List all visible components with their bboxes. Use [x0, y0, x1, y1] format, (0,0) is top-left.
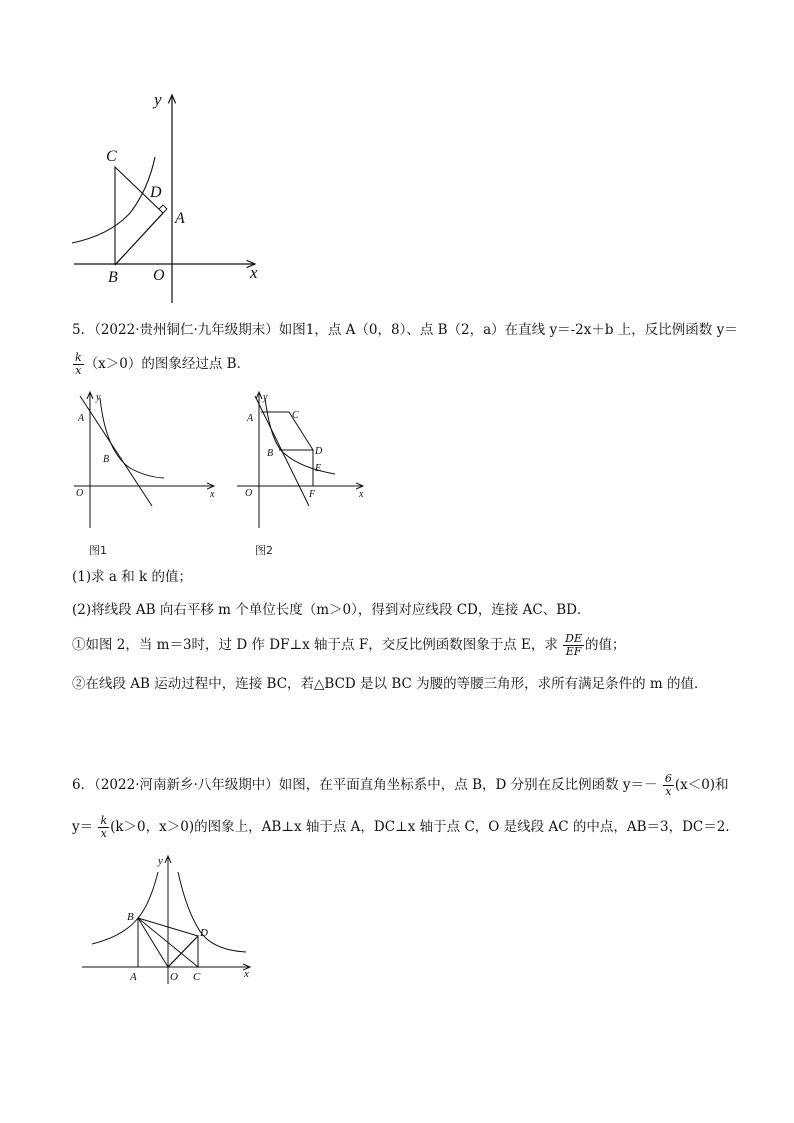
q6-label-a: A: [130, 971, 137, 983]
fig2-parallelogram-acdb: [261, 412, 313, 450]
q5-sub-1-frac-num: DE: [565, 632, 583, 645]
q6-left-hyperbola: [92, 872, 158, 944]
q5-fraction-de-over-ef: [563, 633, 584, 658]
q5-figure-1-svg: [70, 390, 220, 530]
q5-sub-1-text-pre: 如图 2，当 m＝3时，过 D 作 DF⊥x 轴于点 F，交反比例函数图象于点 E，求: [85, 637, 558, 653]
q5-line-2: [72, 352, 734, 377]
q6-line-1-post: (x＜0)和: [674, 777, 729, 793]
fig1-label-a: A: [78, 413, 85, 424]
triangle-cb-a: [115, 167, 163, 265]
fig1-label-b: B: [103, 454, 110, 465]
q5-figure-2-caption: 图2: [255, 544, 273, 557]
q6-label-b: B: [127, 911, 134, 923]
fig1-hyperbola: [100, 398, 164, 478]
q5-part-1: [72, 567, 734, 587]
q5-figure-1: [70, 390, 220, 530]
q6-fraction-k-over-x: [98, 815, 109, 840]
q5-sub-2: [72, 674, 734, 694]
q6-frac-1-den: x: [665, 785, 672, 798]
fig2-label-c: C: [292, 410, 299, 421]
q5-sub-2-text: 在线段 AB 运动过程中，连接 BC，若△BCD 是以 BC 为腰的等腰三角形，求所有满足条件的 m 的值．: [85, 676, 708, 692]
fig1-label-o: O: [76, 488, 84, 499]
q5-sub-1-frac-den: EF: [565, 645, 582, 658]
q6-line-2-pre: y＝: [72, 819, 94, 835]
q6-line-1-pre: 6．（2022·河南新乡·八年级期中）如图，在平面直角坐标系中，点 B，D 分别在反比例函数 y＝－: [72, 777, 658, 793]
q6-line-2-post: (k＞0，x＞0)的图象上，AB⊥x 轴于点 A，DC⊥x 轴于点 C，O 是线段 AC 的中点，AB＝3，DC＝2．: [110, 819, 739, 835]
label-c: C: [106, 148, 117, 165]
fig1-label-y: y: [96, 392, 101, 403]
fig2-label-b: B: [267, 448, 274, 459]
q5-sub-2-marker: ②: [72, 676, 86, 692]
fig2-label-d: D: [315, 446, 323, 457]
q6-line-1: [72, 773, 734, 798]
label-x: x: [250, 263, 258, 282]
q6-fraction-6-over-x: [663, 773, 674, 798]
q5-sub-1: [72, 633, 734, 658]
fig2-label-x: x: [359, 489, 364, 500]
q5-part-2: [72, 600, 734, 620]
q6-frac-1-num: 6: [664, 772, 672, 785]
q5-part-2-text: (2)将线段 AB 向右平移 m 个单位长度（m＞0），得到对应线段 CD，连接 AC、BD．: [72, 602, 591, 618]
q6-frac-2-num: k: [100, 814, 108, 827]
q5-line-1: [72, 320, 738, 340]
q5-frac-den: x: [75, 364, 82, 377]
q6-frac-2-den: x: [100, 827, 107, 840]
q5-figure-2: [235, 390, 370, 530]
fig2-label-e: E: [315, 463, 322, 474]
q6-label-c: C: [193, 971, 201, 983]
fig2-label-y: y: [263, 392, 268, 403]
q6-label-o: O: [170, 971, 178, 983]
q6-label-d: D: [200, 927, 208, 939]
q5-fraction-k-over-x: [73, 352, 84, 377]
hyperbola-curve: [72, 157, 155, 243]
q5-sub-1-text-post: 的值；: [585, 637, 626, 653]
figure-top: [60, 85, 280, 310]
label-d: D: [150, 184, 162, 201]
fig2-label-f: F: [309, 489, 316, 500]
q5-part-1-text: (1)求 a 和 k 的值；: [72, 569, 193, 585]
fig2-hyperbola: [265, 398, 335, 474]
fig2-label-a: A: [247, 413, 254, 424]
figure-top-svg: [60, 85, 280, 310]
label-b: B: [108, 269, 118, 286]
label-y: y: [154, 90, 162, 109]
fig1-label-x: x: [210, 489, 215, 500]
q6-segment-od: [168, 936, 198, 967]
fig1-line-ab: [80, 396, 152, 506]
q5-frac-num: k: [75, 351, 82, 364]
q6-label-x: x: [244, 968, 249, 980]
q6-label-y: y: [158, 855, 163, 867]
right-angle-mark: [159, 205, 167, 213]
label-a: A: [175, 210, 185, 227]
q5-sub-1-marker: ①: [72, 637, 86, 653]
q6-figure-svg: [80, 852, 260, 987]
q5-intro-text: 5．（2022·贵州铜仁·九年级期末）如图1，点 A（0，8）、点 B（2，a）在直线 y＝-2x＋b 上，反比例函数 y＝: [72, 322, 738, 338]
q6-line-2: [72, 814, 739, 840]
q6-figure: [80, 852, 260, 987]
q5-line-2-text: （x＞0）的图象经过点 B．: [84, 356, 251, 372]
label-o: O: [153, 267, 165, 284]
fig2-label-o: O: [245, 488, 253, 499]
q5-figure-2-svg: [235, 390, 370, 530]
q5-figure-1-caption: 图1: [89, 544, 107, 557]
q6-right-hyperbola: [178, 872, 246, 952]
